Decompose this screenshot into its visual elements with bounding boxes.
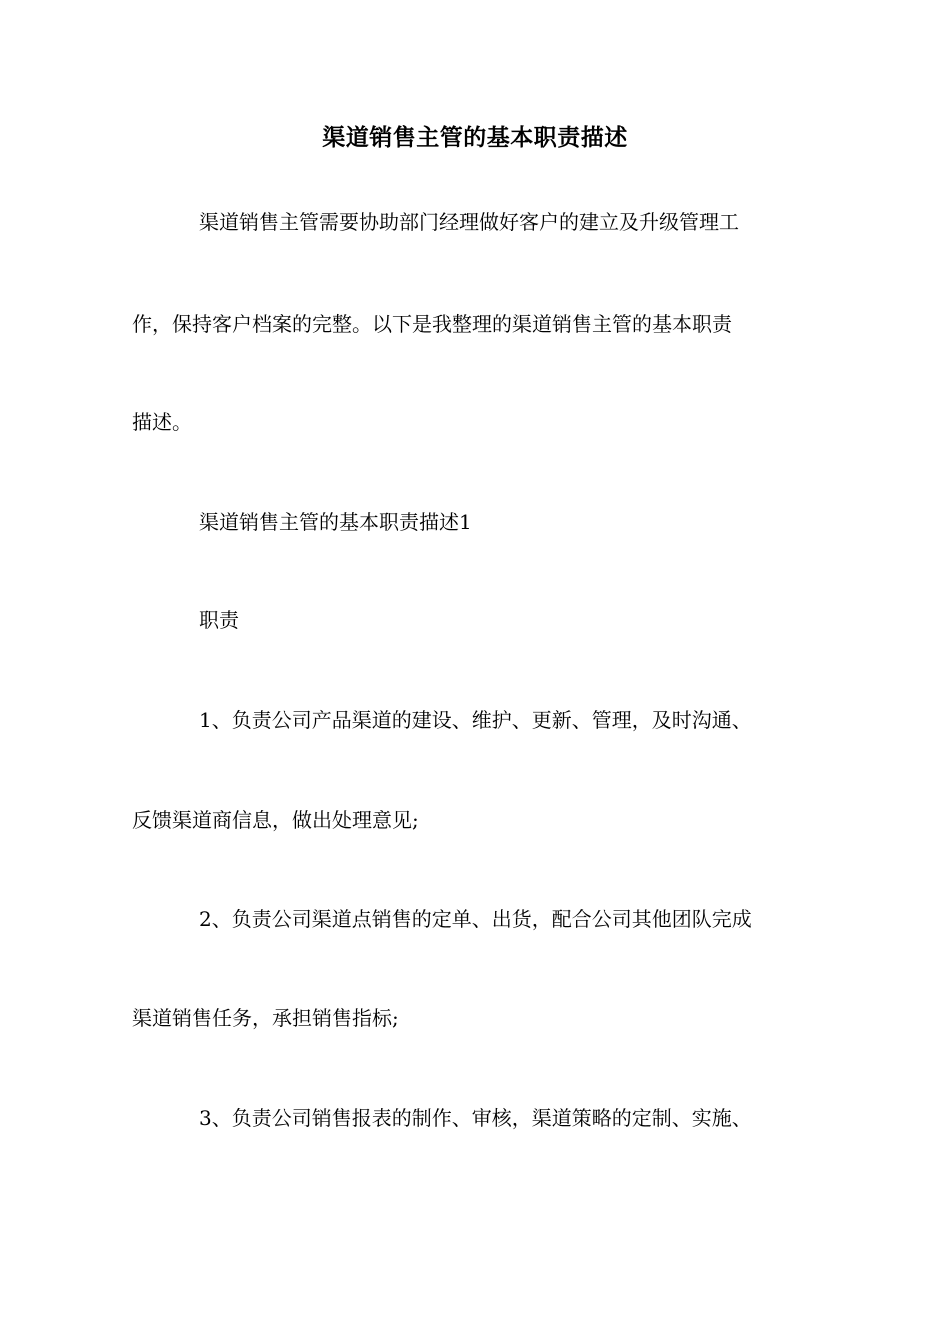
paragraph-line: 描述。 bbox=[132, 410, 192, 434]
document-title: 渠道销售主管的基本职责描述 bbox=[322, 125, 628, 151]
paragraph-line: 渠道销售主管需要协助部门经理做好客户的建立及升级管理工 bbox=[199, 210, 739, 234]
subsection-heading: 职责 bbox=[199, 608, 239, 632]
paragraph-line: 作，保持客户档案的完整。以下是我整理的渠道销售主管的基本职责 bbox=[132, 312, 732, 336]
section-heading: 渠道销售主管的基本职责描述1 bbox=[199, 510, 472, 534]
list-item-line: 渠道销售任务，承担销售指标; bbox=[132, 1006, 399, 1030]
list-item-line: 3、负责公司销售报表的制作、审核，渠道策略的定制、实施、 bbox=[199, 1106, 752, 1130]
list-item-line: 2、负责公司渠道点销售的定单、出货，配合公司其他团队完成 bbox=[199, 907, 752, 931]
list-item-line: 1、负责公司产品渠道的建设、维护、更新、管理，及时沟通、 bbox=[199, 708, 752, 732]
list-item-line: 反馈渠道商信息，做出处理意见; bbox=[132, 808, 419, 832]
